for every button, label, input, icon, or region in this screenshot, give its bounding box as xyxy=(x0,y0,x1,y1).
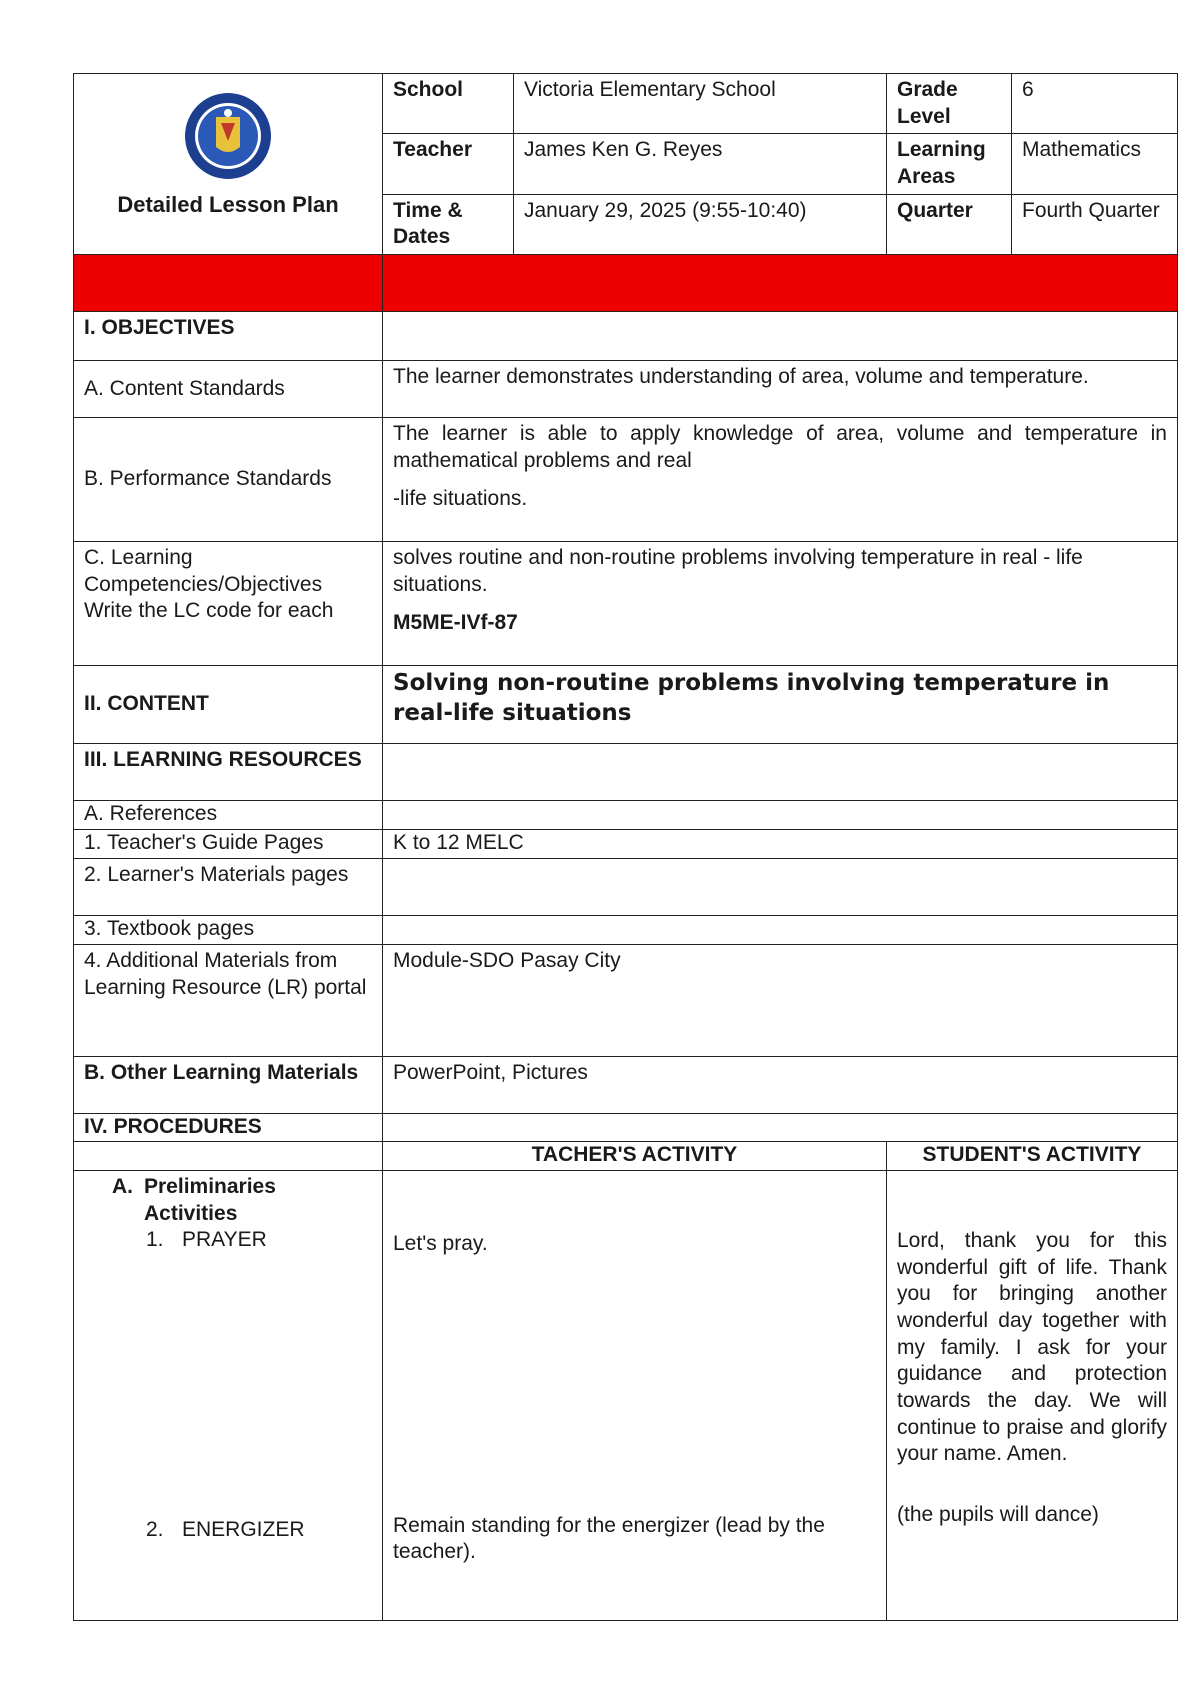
performance-standards-text: The learner is able to apply knowledge of area, volume and temperature in mathematical problems and real xyxy=(393,421,1167,472)
textbook-label: 3. Textbook pages xyxy=(74,915,383,944)
references-label: A. References xyxy=(74,800,383,829)
preliminaries-label: Preliminaries Activities xyxy=(144,1174,276,1225)
teacher-activity-header: TACHER'S ACTIVITY xyxy=(383,1141,887,1170)
student-activity-header: STUDENT'S ACTIVITY xyxy=(887,1141,1178,1170)
step-label: PRAYER xyxy=(182,1228,267,1252)
competencies-label: C. Learning Competencies/Objectives Write the LC code for each xyxy=(74,541,383,665)
school-value: Victoria Elementary School xyxy=(514,74,887,134)
objectives-heading: I. OBJECTIVES xyxy=(74,311,383,360)
competencies-cell xyxy=(383,541,1178,665)
teacher-label: Teacher xyxy=(383,134,514,194)
quarter-label: Quarter xyxy=(887,194,1012,254)
red-banner-left xyxy=(74,254,383,311)
content-standards-label: A. Content Standards xyxy=(74,360,383,417)
procedures-empty xyxy=(383,1113,1178,1141)
other-materials-label: B. Other Learning Materials xyxy=(74,1056,383,1113)
content-standards-value: The learner demonstrates understanding of area, volume and temperature. xyxy=(383,360,1178,417)
quarter-value: Fourth Quarter xyxy=(1012,194,1178,254)
step-energizer-label xyxy=(74,1517,372,1544)
teacher-energizer-text: Remain standing for the energizer (lead by the teacher). xyxy=(393,1513,825,1564)
content-topic: Solving non-routine problems involving temperature in real-life situations xyxy=(383,665,1178,743)
step-prayer-label xyxy=(74,1227,372,1254)
deped-seal-logo xyxy=(178,91,278,181)
performance-standards-label: B. Performance Standards xyxy=(74,417,383,541)
grade-level-label: Grade Level xyxy=(887,74,1012,134)
step-label: ENERGIZER xyxy=(182,1517,305,1541)
references-empty xyxy=(383,800,1178,829)
procedures-heading: IV. PROCEDURES xyxy=(74,1113,383,1141)
preliminaries-heading xyxy=(74,1174,372,1227)
red-banner-right xyxy=(383,254,1178,311)
teacher-value: James Ken G. Reyes xyxy=(514,134,887,194)
resources-empty xyxy=(383,743,1178,800)
school-label: School xyxy=(383,74,514,134)
procedure-steps-cell xyxy=(74,1170,383,1620)
time-dates-value: January 29, 2025 (9:55-10:40) xyxy=(514,194,887,254)
lc-code: M5ME-IVf-87 xyxy=(393,611,518,635)
teachers-guide-label: 1. Teacher's Guide Pages xyxy=(74,829,383,858)
teachers-guide-value: K to 12 MELC xyxy=(383,829,1178,858)
performance-standards-cell xyxy=(383,417,1178,541)
step-number: 1. xyxy=(146,1228,164,1252)
learners-materials-value xyxy=(383,858,1178,915)
other-materials-value: PowerPoint, Pictures xyxy=(383,1056,1178,1113)
student-activity-cell xyxy=(887,1170,1178,1620)
logo-cell xyxy=(74,74,383,255)
additional-materials-value: Module-SDO Pasay City xyxy=(383,944,1178,1056)
preliminaries-letter: A. xyxy=(112,1174,133,1198)
learning-areas-label: Learning Areas xyxy=(887,134,1012,194)
competencies-text: solves routine and non-routine problems involving temperature in real - life situations. xyxy=(393,545,1083,596)
content-heading: II. CONTENT xyxy=(74,665,383,743)
student-prayer-text: Lord, thank you for this wonderful gift of life. Thank you for bringing another wonderful day together with my family. I ask for your guidance and protection towards the day. We will continue to praise and glorify your name. Amen. xyxy=(897,1228,1167,1466)
performance-standards-text-2: -life situations. xyxy=(393,487,528,511)
objectives-empty xyxy=(383,311,1178,360)
grade-level-value: 6 xyxy=(1012,74,1178,134)
teacher-prayer-text: Let's pray. xyxy=(393,1231,488,1255)
student-energizer-text: (the pupils will dance) xyxy=(897,1502,1099,1526)
learners-materials-label: 2. Learner's Materials pages xyxy=(74,858,383,915)
document-title: Detailed Lesson Plan xyxy=(117,192,339,217)
textbook-value xyxy=(383,915,1178,944)
teacher-activity-cell xyxy=(383,1170,887,1620)
lesson-plan-table xyxy=(73,73,1178,1621)
resources-heading: III. LEARNING RESOURCES xyxy=(74,743,383,800)
step-number: 2. xyxy=(146,1517,164,1541)
red-banner-row xyxy=(74,254,1178,311)
procedures-col-blank xyxy=(74,1141,383,1170)
additional-materials-label: 4. Additional Materials from Learning Resource (LR) portal xyxy=(74,944,383,1056)
time-dates-label: Time & Dates xyxy=(383,194,514,254)
learning-areas-value: Mathematics xyxy=(1012,134,1178,194)
